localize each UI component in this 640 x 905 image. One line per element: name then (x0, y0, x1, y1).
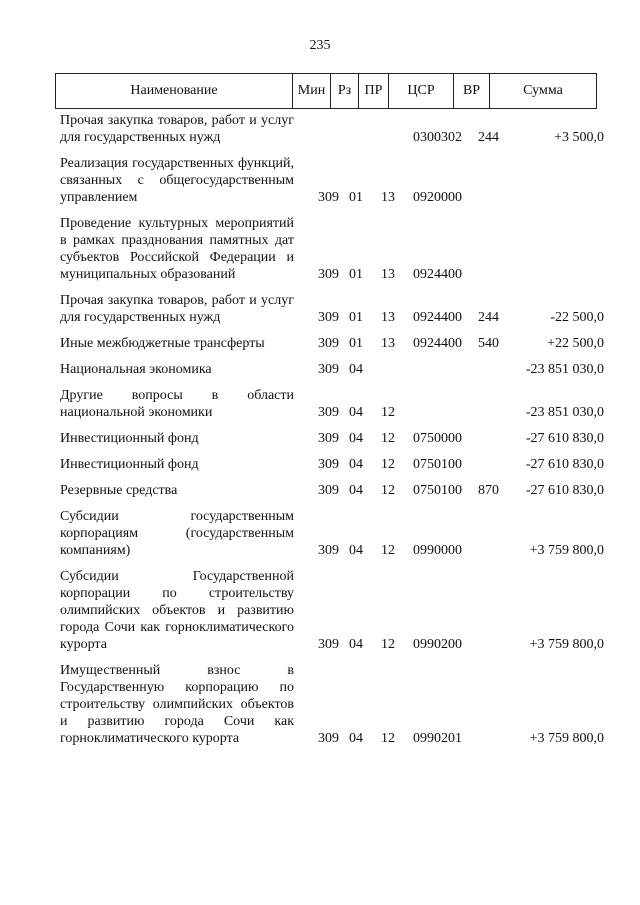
cell-csr: 0920000 (413, 190, 462, 205)
cell-rz: 04 (349, 543, 363, 558)
header-sum: Сумма (523, 83, 563, 98)
table-row (0, 568, 640, 653)
cell-rz: 04 (349, 457, 363, 472)
cell-pr: 12 (381, 431, 395, 446)
header-vr: ВР (454, 74, 490, 108)
cell-name: Субсидии Государственной корпорации по строительству олимпийских объектов и развитию города Сочи как горноклиматического курорта (60, 569, 294, 652)
cell-sum: +3 500,0 (554, 130, 604, 145)
cell-pr: 13 (381, 190, 395, 205)
cell-pr: 12 (381, 483, 395, 498)
cell-pr: 12 (381, 731, 395, 746)
cell-name: Имущественный взнос в Государственную корпорацию по строительству олимпийских объектов и развитию города Сочи как горноклиматического курорта (60, 663, 294, 746)
cell-rz: 01 (349, 336, 363, 351)
cell-rz: 04 (349, 731, 363, 746)
cell-min: 309 (318, 637, 339, 652)
cell-name: Реализация государственных функций, связанных с общегосударственным управлением (60, 156, 294, 205)
cell-name: Национальная экономика (60, 362, 212, 377)
cell-name: Субсидии государственным корпорациям (государственным компаниям) (60, 509, 294, 558)
table-row (0, 430, 640, 447)
cell-name: Проведение культурных мероприятий в рамках празднования памятных дат субъектов Российской Федерации и муниципальных образований (60, 216, 294, 282)
cell-pr: 13 (381, 336, 395, 351)
cell-pr: 12 (381, 457, 395, 472)
cell-sum: +3 759 800,0 (529, 543, 604, 558)
cell-sum: -27 610 830,0 (525, 431, 604, 446)
cell-min: 309 (318, 190, 339, 205)
cell-min: 309 (318, 457, 339, 472)
table-body (0, 112, 640, 756)
cell-sum: -27 610 830,0 (525, 483, 604, 498)
cell-csr: 0924400 (413, 267, 462, 282)
table-row (0, 335, 640, 352)
cell-csr: 0924400 (413, 336, 462, 351)
cell-sum: -23 851 030,0 (525, 362, 604, 377)
cell-rz: 01 (349, 310, 363, 325)
table-row (0, 155, 640, 206)
cell-sum: -23 851 030,0 (525, 405, 604, 420)
header-csr: ЦСР (389, 74, 454, 108)
cell-name: Инвестиционный фонд (60, 431, 199, 446)
table-row (0, 508, 640, 559)
cell-name: Другие вопросы в области национальной экономики (60, 388, 294, 420)
cell-rz: 04 (349, 362, 363, 377)
cell-rz: 04 (349, 405, 363, 420)
cell-vr: 870 (478, 483, 499, 498)
cell-min: 309 (318, 731, 339, 746)
header-rz: Рз (331, 74, 359, 108)
cell-name: Прочая закупка товаров, работ и услуг для государственных нужд (60, 113, 294, 145)
table-row (0, 215, 640, 283)
cell-min: 309 (318, 431, 339, 446)
cell-csr: 0990200 (413, 637, 462, 652)
cell-name: Прочая закупка товаров, работ и услуг для государственных нужд (60, 293, 294, 325)
cell-csr: 0750100 (413, 457, 462, 472)
cell-vr: 244 (478, 310, 499, 325)
page-number: 235 (309, 38, 331, 53)
cell-rz: 04 (349, 483, 363, 498)
table-row (0, 482, 640, 499)
cell-rz: 04 (349, 637, 363, 652)
table-row (0, 292, 640, 326)
cell-sum: +3 759 800,0 (529, 637, 604, 652)
cell-min: 309 (318, 362, 339, 377)
header-pr: ПР (359, 74, 389, 108)
cell-pr: 13 (381, 310, 395, 325)
cell-min: 309 (318, 483, 339, 498)
cell-sum: +3 759 800,0 (529, 731, 604, 746)
table-header (55, 73, 597, 109)
cell-csr: 0750100 (413, 483, 462, 498)
cell-vr: 540 (478, 336, 499, 351)
cell-min: 309 (318, 336, 339, 351)
cell-csr: 0750000 (413, 431, 462, 446)
cell-vr: 244 (478, 130, 499, 145)
cell-rz: 04 (349, 431, 363, 446)
cell-rz: 01 (349, 267, 363, 282)
header-min: Мин (293, 74, 331, 108)
cell-name: Резервные средства (60, 483, 178, 498)
cell-pr: 12 (381, 405, 395, 420)
cell-min: 309 (318, 267, 339, 282)
table-row (0, 387, 640, 421)
cell-name: Иные межбюджетные трансферты (60, 336, 265, 351)
cell-csr: 0300302 (413, 130, 462, 145)
cell-sum: +22 500,0 (547, 336, 604, 351)
cell-pr: 12 (381, 543, 395, 558)
cell-min: 309 (318, 405, 339, 420)
cell-rz: 01 (349, 190, 363, 205)
cell-pr: 12 (381, 637, 395, 652)
cell-min: 309 (318, 543, 339, 558)
cell-csr: 0990000 (413, 543, 462, 558)
cell-csr: 0990201 (413, 731, 462, 746)
cell-pr: 13 (381, 267, 395, 282)
cell-sum: -22 500,0 (550, 310, 604, 325)
cell-sum: -27 610 830,0 (525, 457, 604, 472)
table-row (0, 456, 640, 473)
cell-min: 309 (318, 310, 339, 325)
cell-csr: 0924400 (413, 310, 462, 325)
cell-name: Инвестиционный фонд (60, 457, 199, 472)
table-row (0, 361, 640, 378)
table-row (0, 112, 640, 146)
table-row (0, 662, 640, 747)
header-name: Наименование (56, 74, 293, 108)
